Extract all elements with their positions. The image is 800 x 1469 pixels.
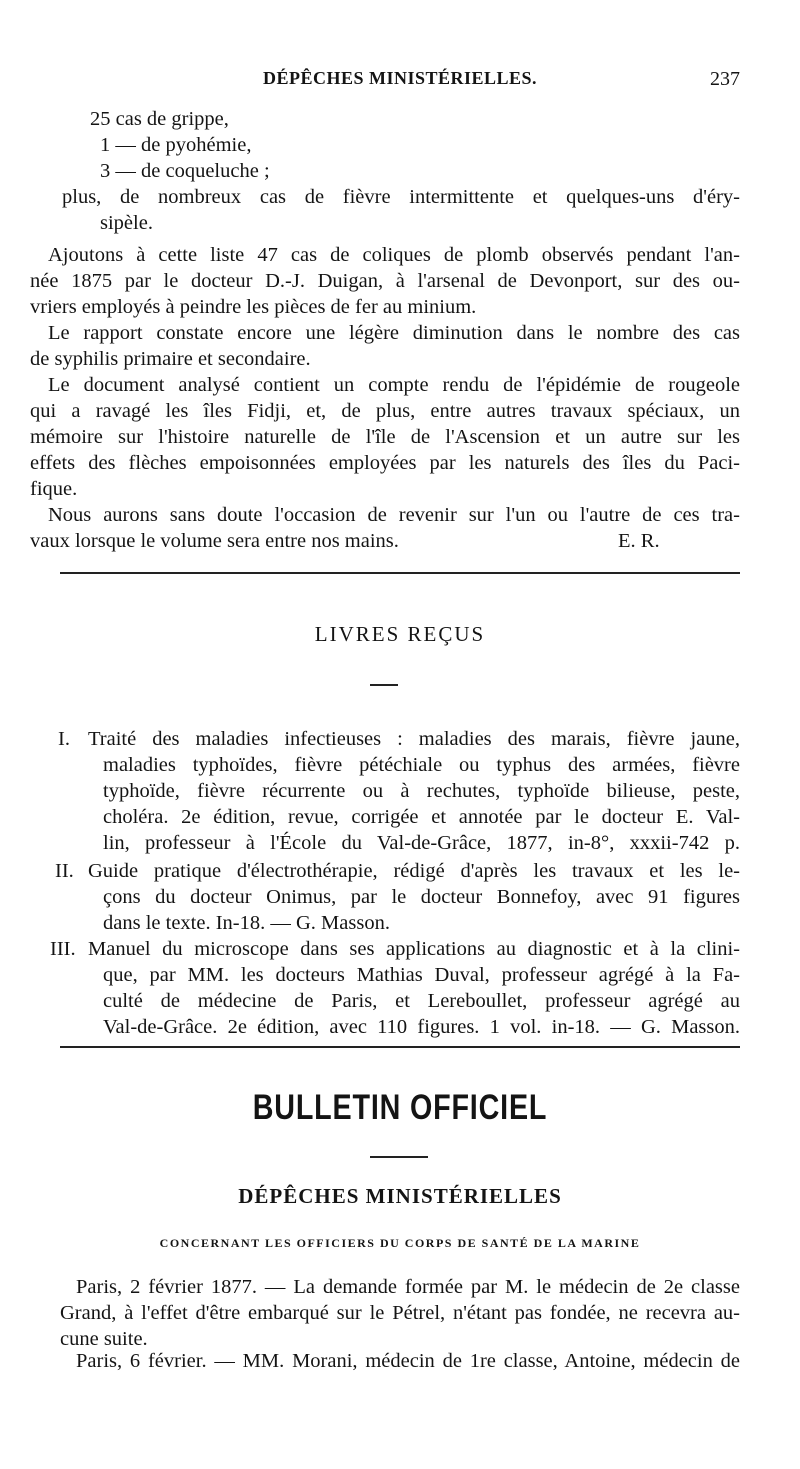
text-line: Paris, 2 février 1877. — La demande formée par M. le médecin de 2e classe: [76, 1276, 740, 1298]
running-title: DÉPÊCHES MINISTÉRIELLES.: [262, 68, 538, 88]
book-line: choléra. 2e édition, revue, corrigée et annotée par le docteur E. Val-: [103, 806, 740, 828]
section-divider: [60, 1046, 740, 1048]
text-line: Le document analysé contient un compte rendu de l'épidémie de rougeole: [48, 374, 740, 396]
heading-dash: [370, 684, 398, 686]
text-line: vriers employés à peindre les pièces de fer au minium.: [30, 296, 477, 318]
section-heading: LIVRES REÇUS: [314, 622, 486, 646]
text-line: fique.: [30, 478, 78, 500]
book-line: Guide pratique d'électrothérapie, rédigé d'après les travaux et les le-: [88, 860, 740, 882]
book-line: çons du docteur Onimus, par le docteur Bonnefoy, avec 91 figures: [103, 886, 740, 908]
text-line: Grand, à l'effet d'être embarqué sur le Pétrel, n'étant pas fondée, ne recevra au-: [60, 1302, 740, 1324]
book-line: que, par MM. les docteurs Mathias Duval, professeur agrégé à la Fa-: [103, 964, 740, 986]
item-numeral: I.: [58, 728, 70, 750]
section-divider: [60, 572, 740, 574]
bulletin-heading: BULLETIN OFFICIEL: [252, 1088, 548, 1127]
text-line: Le rapport constate encore une légère diminution dans le nombre des cas: [48, 322, 740, 344]
list-line: 3 — de coqueluche ;: [100, 160, 270, 182]
bulletin-subheading: DÉPÊCHES MINISTÉRIELLES: [238, 1184, 562, 1208]
book-line: Traité des maladies infectieuses : maladies des marais, fièvre jaune,: [88, 728, 740, 750]
text-line: cune suite.: [60, 1328, 148, 1350]
item-numeral: II.: [55, 860, 74, 882]
heading-dash: [370, 1156, 428, 1158]
text-line: vaux lorsque le volume sera entre nos mains.: [30, 530, 399, 552]
bulletin-concernant: CONCERNANT LES OFFICIERS DU CORPS DE SANTÉ DE LA MARINE: [159, 1236, 641, 1250]
text-line: Ajoutons à cette liste 47 cas de coliques de plomb observés pendant l'an-: [48, 244, 740, 266]
text-line: sipèle.: [100, 212, 153, 234]
book-line: maladies typhoïdes, fièvre pétéchiale ou typhus des armées, fièvre: [103, 754, 740, 776]
list-line: 25 cas de grippe,: [90, 108, 229, 130]
text-line: plus, de nombreux cas de fièvre intermittente et quelques-uns d'éry-: [62, 186, 740, 208]
list-line: 1 — de pyohémie,: [100, 134, 252, 156]
text-line: effets des flèches empoisonnées employées par les naturels des îles du Paci-: [30, 452, 740, 474]
item-numeral: III.: [50, 938, 76, 960]
book-line: Val-de-Grâce. 2e édition, avec 110 figures. 1 vol. in-18. — G. Masson.: [103, 1016, 740, 1038]
book-line: typhoïde, fièvre récurrente ou à rechutes, typhoïde bilieuse, peste,: [103, 780, 740, 802]
text-line: Paris, 6 février. — MM. Morani, médecin de 1re classe, Antoine, médecin de: [76, 1350, 740, 1372]
text-line: née 1875 par le docteur D.-J. Duigan, à l'arsenal de Devonport, sur des ou-: [30, 270, 740, 292]
book-line: culté de médecine de Paris, et Lereboullet, professeur agrégé au: [103, 990, 740, 1012]
text-line: mémoire sur l'histoire naturelle de l'île de l'Ascension et un autre sur les: [30, 426, 740, 448]
text-line: qui a ravagé les îles Fidji, et, de plus, entre autres travaux spéciaux, un: [30, 400, 740, 422]
signature: E. R.: [618, 530, 660, 552]
book-line: dans le texte. In-18. — G. Masson.: [103, 912, 390, 934]
text-line: Nous aurons sans doute l'occasion de revenir sur l'un ou l'autre de ces tra-: [48, 504, 740, 526]
book-line: lin, professeur à l'École du Val-de-Grâce, 1877, in-8°, xxxii-742 p.: [103, 832, 740, 854]
text-line: de syphilis primaire et secondaire.: [30, 348, 311, 370]
page-number: 237: [710, 68, 740, 90]
book-line: Manuel du microscope dans ses applications au diagnostic et à la clini-: [88, 938, 740, 960]
running-header: [60, 68, 740, 98]
